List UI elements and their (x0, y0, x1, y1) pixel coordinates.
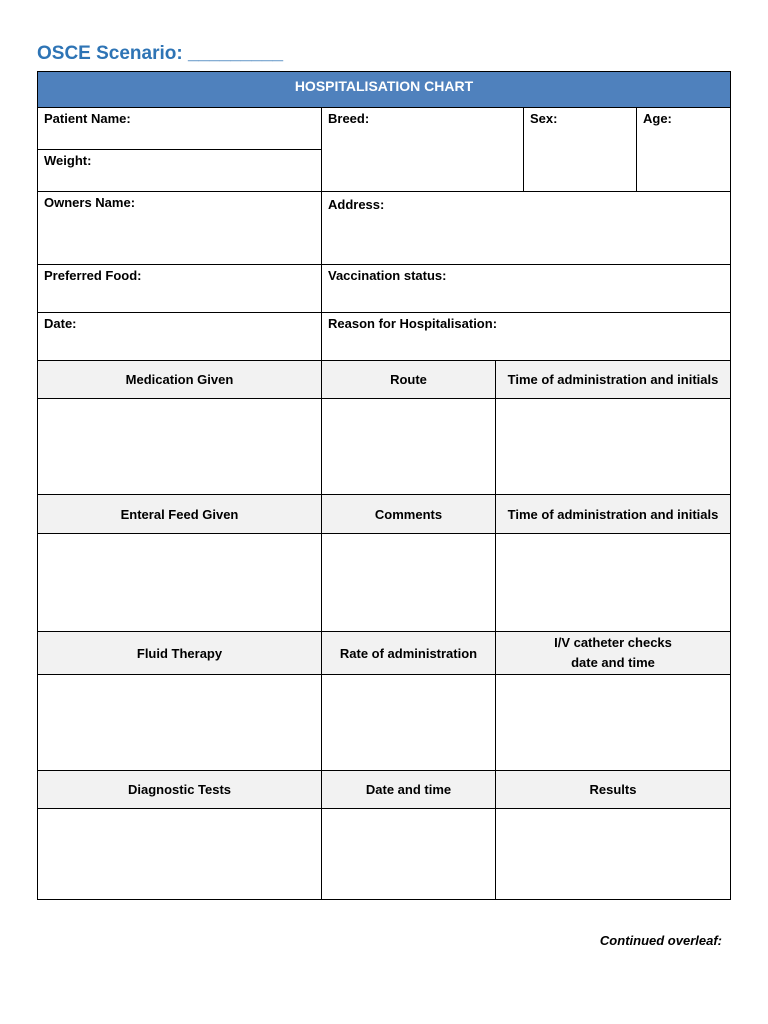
route-label: Route (390, 372, 427, 387)
comments-label: Comments (374, 506, 443, 522)
address-field[interactable] (321, 191, 731, 265)
medication-given-label: Medication Given (125, 372, 234, 387)
enteral-feed-entry[interactable] (37, 533, 322, 632)
continued-overleaf-note: Continued overleaf: (599, 933, 722, 948)
enteral-time-header (495, 494, 731, 534)
results-label: Results (589, 782, 637, 797)
medication-given-header (37, 360, 322, 399)
iv-catheter-header (495, 631, 731, 675)
owners-name-field[interactable] (37, 191, 322, 265)
age-field[interactable] (636, 107, 731, 192)
rate-entry[interactable] (321, 674, 496, 771)
medication-time-label: Time of administration and initials (507, 372, 719, 387)
diagnostic-tests-label: Diagnostic Tests (127, 782, 232, 797)
patient-name-label: Patient Name: (44, 111, 131, 126)
iv-catheter-label: I/V catheter checks (554, 635, 672, 650)
comments-entry[interactable] (321, 533, 496, 632)
date-label: Date: (44, 316, 77, 331)
medication-given-entry[interactable] (37, 398, 322, 495)
results-entry[interactable] (495, 808, 731, 900)
medication-time-header (495, 360, 731, 399)
route-entry[interactable] (321, 398, 496, 495)
vaccination-status-label: Vaccination status: (328, 268, 447, 283)
date-time-entry[interactable] (321, 808, 496, 900)
preferred-food-label: Preferred Food: (44, 268, 142, 283)
enteral-time-entry[interactable] (495, 533, 731, 632)
enteral-feed-header (37, 494, 322, 534)
weight-field[interactable] (37, 149, 322, 192)
breed-field[interactable] (321, 107, 524, 192)
scenario-title: OSCE Scenario: _________ (37, 43, 284, 64)
hospitalisation-chart-form (37, 71, 731, 900)
date-time-header (321, 770, 496, 809)
diagnostic-tests-entry[interactable] (37, 808, 322, 900)
enteral-time-label: Time of administration and initials (507, 506, 719, 522)
diagnostic-tests-header (37, 770, 322, 809)
rate-label: Rate of administration (339, 645, 478, 661)
reason-label: Reason for Hospitalisation: (328, 316, 498, 331)
fluid-therapy-header (37, 631, 322, 675)
reason-field[interactable] (321, 312, 731, 361)
results-header (495, 770, 731, 809)
route-header (321, 360, 496, 399)
iv-catheter-sublabel: date and time (571, 655, 655, 670)
age-label: Age: (643, 111, 672, 126)
sex-field[interactable] (523, 107, 637, 192)
chart-title-banner: HOSPITALISATION CHART (37, 71, 731, 108)
weight-label: Weight: (44, 153, 92, 168)
date-field[interactable] (37, 312, 322, 361)
vaccination-status-field[interactable] (321, 264, 731, 313)
patient-name-field[interactable] (37, 107, 322, 150)
address-label: Address: (328, 197, 385, 212)
sex-label: Sex: (530, 111, 558, 126)
owners-name-label: Owners Name: (44, 195, 136, 210)
enteral-feed-label: Enteral Feed Given (120, 506, 239, 522)
preferred-food-field[interactable] (37, 264, 322, 313)
fluid-therapy-entry[interactable] (37, 674, 322, 771)
iv-catheter-entry[interactable] (495, 674, 731, 771)
rate-header (321, 631, 496, 675)
breed-label: Breed: (328, 111, 370, 126)
date-time-label: Date and time (365, 782, 452, 797)
fluid-therapy-label: Fluid Therapy (136, 645, 223, 661)
comments-header (321, 494, 496, 534)
medication-time-entry[interactable] (495, 398, 731, 495)
